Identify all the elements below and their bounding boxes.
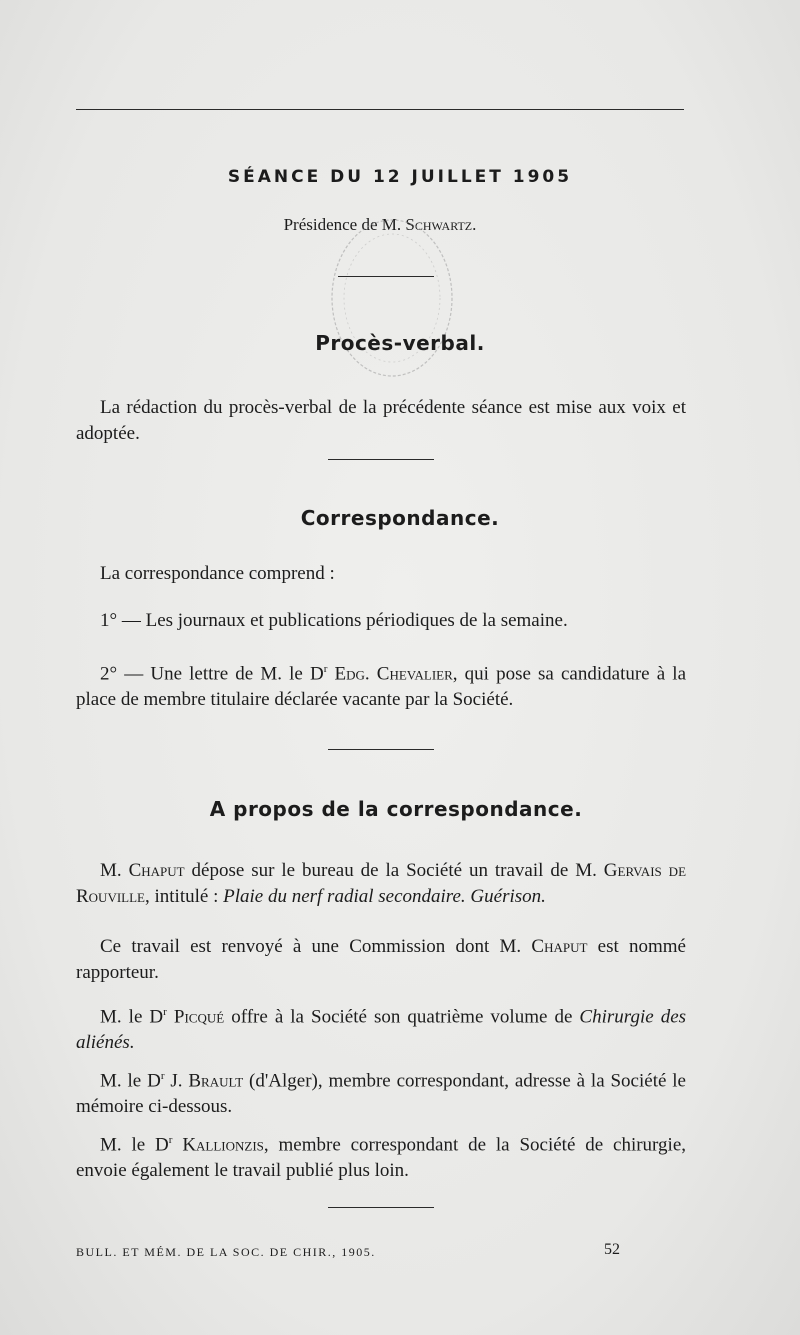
proces-verbal-body: La rédaction du procès-verbal de la précédente séance est mise aux voix et adoptée. <box>76 397 686 444</box>
presidence-prefix: Présidence de M. <box>283 215 402 234</box>
p5-sup: r <box>168 1134 173 1146</box>
a-propos-heading: A propos de la correspondance. <box>209 797 583 821</box>
p1-prefix: M. <box>100 860 129 881</box>
p4-prefix: M. le D <box>100 1070 161 1092</box>
p4-name: Brault <box>188 1070 244 1092</box>
correspondance-item-1 <box>76 608 686 634</box>
p2-suffix: est nommé rapporteur. <box>76 936 686 983</box>
p2-prefix: Ce travail est renvoyé à une Commission dont M. <box>100 936 532 957</box>
p4-sup: r <box>160 1070 165 1082</box>
correspondance-intro <box>76 561 686 587</box>
section-divider-1 <box>338 276 434 277</box>
correspondance-heading: Correspondance. <box>300 506 500 530</box>
item2-suffix: , qui pose sa candidature à la place de membre titulaire déclarée vacante par la Société. <box>76 663 687 711</box>
p1-mid: dépose sur le bureau de la Société un travail de M. <box>184 860 604 881</box>
library-stamp <box>322 208 462 388</box>
p4-initial: J. <box>164 1070 189 1092</box>
a-propos-paragraph-3 <box>76 999 686 1056</box>
a-propos-paragraph-2 <box>76 934 686 986</box>
proces-verbal-text <box>76 395 686 447</box>
correspondance-item-1-text: 1° — Les journaux et publications périodiques de la semaine. <box>100 610 568 631</box>
p3-title: Chirurgie des aliénés. <box>76 1006 687 1054</box>
seance-title: SÉANCE DU 12 JUILLET 1905 <box>227 167 573 187</box>
a-propos-paragraph-1 <box>76 858 686 910</box>
p2-name: Chaput <box>531 936 588 957</box>
section-divider-2 <box>328 459 434 460</box>
president-name: Schwartz. <box>405 215 477 234</box>
p1-after: , intitulé : <box>145 886 224 907</box>
a-propos-paragraph-5 <box>76 1127 686 1184</box>
presidence-line <box>0 215 760 235</box>
p3-mid: offre à la Société son quatrième volume de <box>224 1006 580 1028</box>
p5-suffix: , membre correspondant de la Société de chirurgie, envoie également le travail publié plus loin. <box>76 1134 686 1182</box>
p1-title: Plaie du nerf radial secondaire. Guérison. <box>223 886 546 907</box>
p3-prefix: M. le D <box>100 1006 164 1028</box>
section-divider-4 <box>328 1207 434 1208</box>
top-rule <box>76 109 684 110</box>
a-propos-paragraph-4 <box>76 1063 686 1120</box>
p5-name: Kallionzis <box>182 1134 264 1156</box>
item2-sup: r <box>323 663 328 675</box>
p3-sup: r <box>163 1006 167 1018</box>
p3-name: Picqué <box>173 1006 225 1028</box>
item2-name: Edg. Chevalier <box>334 663 453 685</box>
page-number: 52 <box>604 1241 620 1258</box>
p1-name-1: Chaput <box>128 860 185 881</box>
proces-verbal-heading: Procès-verbal. <box>315 331 485 355</box>
correspondance-intro-text: La correspondance comprend : <box>100 563 335 584</box>
p5-prefix: M. le D <box>100 1134 169 1156</box>
journal-reference: BULL. ET MÉM. DE LA SOC. DE CHIR., 1905. <box>76 1245 376 1259</box>
p4-suffix: (d'Alger), membre correspondant, adresse à la Société le mémoire ci-dessous. <box>76 1070 686 1118</box>
correspondance-item-2 <box>76 656 686 713</box>
p1-name-2: Gervais de Rouville <box>76 860 687 907</box>
section-divider-3 <box>328 749 434 750</box>
item2-prefix: 2° — Une lettre de M. le D <box>100 663 324 685</box>
